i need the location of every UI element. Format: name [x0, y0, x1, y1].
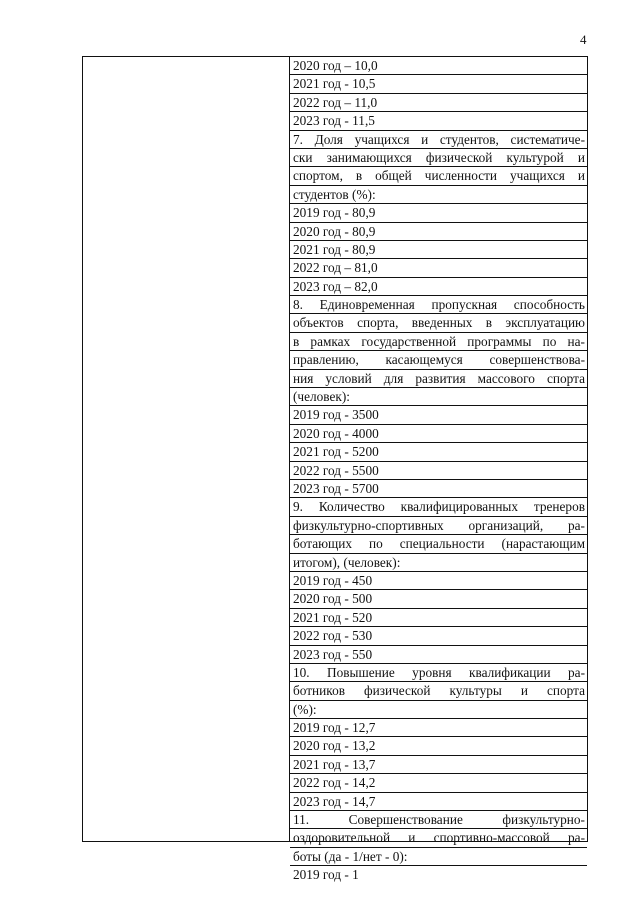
table-text-line: 2019 год - 12,7: [290, 719, 587, 737]
table-text-line: физкультурно-спортивных организаций, ра-: [290, 517, 587, 535]
table-text-line: студентов (%):: [290, 186, 587, 204]
table-text-line: (человек):: [290, 388, 587, 406]
document-table: [82, 56, 588, 883]
table-text-line: 2021 год - 520: [290, 609, 587, 627]
table-text-line: ботников физической культуры и спорта: [290, 682, 587, 700]
table-text-line: 2022 год - 14,2: [290, 774, 587, 792]
table-text-line: 2021 год - 5200: [290, 443, 587, 461]
table-text-line: боты (да - 1/нет - 0):: [290, 848, 587, 866]
table-text-line: 11. Совершенствование физкультурно-: [290, 811, 587, 829]
table-text-line: ботающих по специальности (нарастающим: [290, 535, 587, 553]
table-text-line: оздоровительной и спортивно-массовой ра-: [290, 829, 587, 847]
table-text-line: 2019 год - 80,9: [290, 204, 587, 222]
table-text-line: 2020 год - 80,9: [290, 223, 587, 241]
table-text-line: ски занимающихся физической культурой и: [290, 149, 587, 167]
table-text-line: 10. Повышение уровня квалификации ра-: [290, 664, 587, 682]
page-number: 4: [580, 32, 587, 47]
table-text-line: (%):: [290, 701, 587, 719]
table-text-line: итогом), (человек):: [290, 554, 587, 572]
table-text-line: 2023 год - 550: [290, 646, 587, 664]
table-text-line: 8. Единовременная пропускная способность: [290, 296, 587, 314]
table-right-column: [290, 57, 587, 884]
table-text-line: 2022 год - 5500: [290, 462, 587, 480]
table-text-line: в рамках государственной программы по на-: [290, 333, 587, 351]
table-text-line: 2021 год - 10,5: [290, 75, 587, 93]
table-text-line: 2019 год - 3500: [290, 406, 587, 424]
table-text-line: 2020 год – 10,0: [290, 57, 587, 75]
table-text-line: объектов спорта, введенных в эксплуатацию: [290, 314, 587, 332]
table-text-line: правлению, касающемуся совершенствова-: [290, 351, 587, 369]
table-text-line: 2023 год – 82,0: [290, 278, 587, 296]
table-text-line: 2021 год - 80,9: [290, 241, 587, 259]
table-text-line: 9. Количество квалифицированных тренеров: [290, 498, 587, 516]
table-text-line: 2023 год - 14,7: [290, 793, 587, 811]
table-text-line: 2019 год - 1: [293, 867, 359, 883]
table-text-line: 2020 год - 500: [290, 590, 587, 608]
table-text-line: 2020 год - 13,2: [290, 737, 587, 755]
table-text-line: 7. Доля учащихся и студентов, систематиче-: [290, 131, 587, 149]
table-text-line: 2022 год – 81,0: [290, 259, 587, 277]
table-text-line: 2022 год – 11,0: [290, 94, 587, 112]
table-text-line: 2020 год - 4000: [290, 425, 587, 443]
table-text-line: ния условий для развития массового спорта: [290, 370, 587, 388]
table-text-line: 2022 год - 530: [290, 627, 587, 645]
table-text-line: 2023 год - 5700: [290, 480, 587, 498]
table-text-line: 2021 год - 13,7: [290, 756, 587, 774]
table-text-line: спортом, в общей численности учащихся и: [290, 167, 587, 185]
table-text-line: 2019 год - 450: [290, 572, 587, 590]
table-text-line: 2023 год - 11,5: [290, 112, 587, 130]
